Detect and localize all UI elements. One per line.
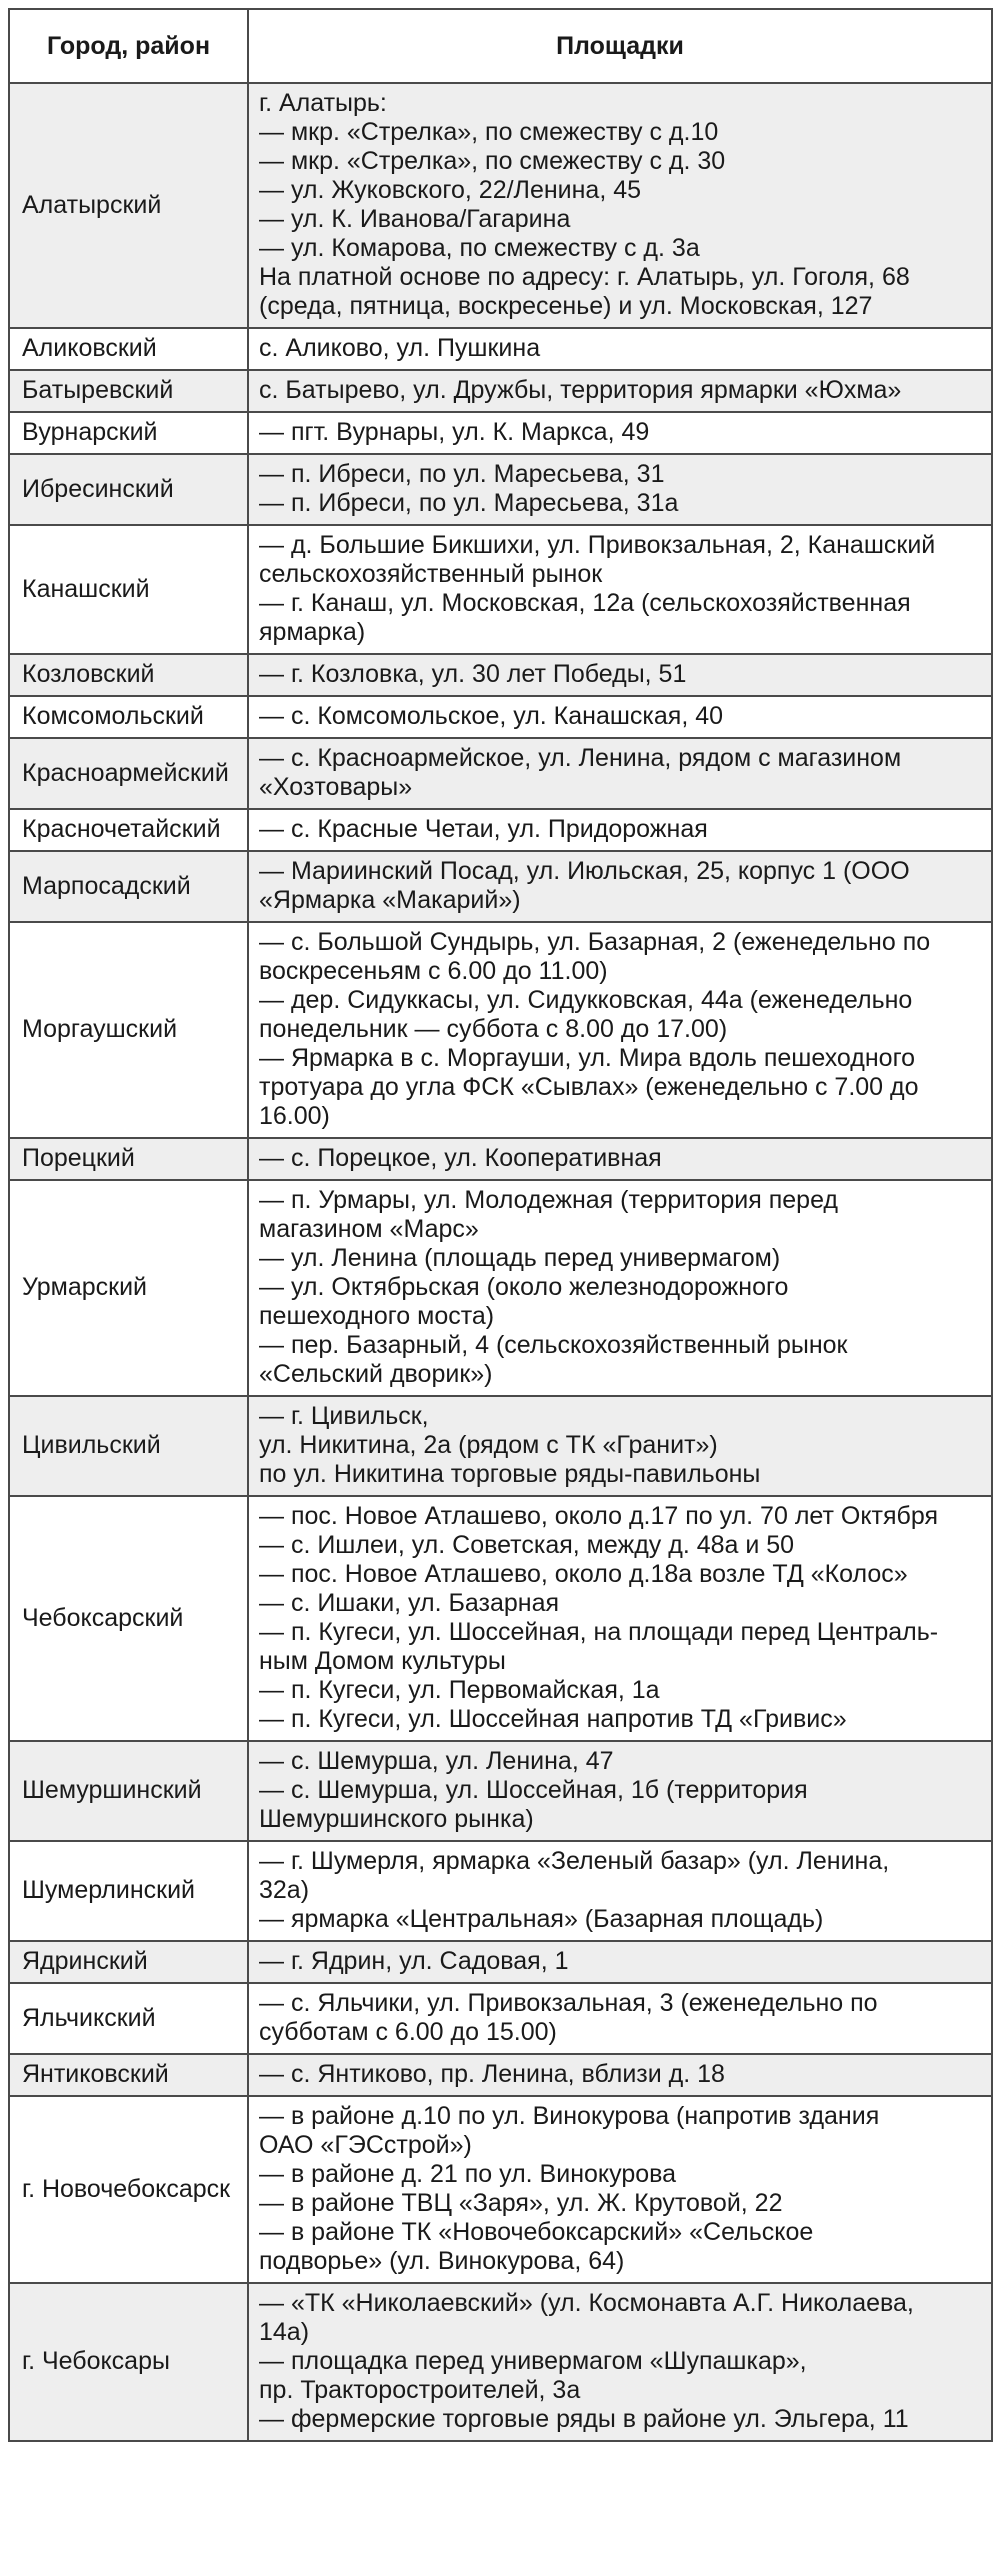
district-cell: Вурнарский [9, 412, 248, 454]
site-line: сельскохозяйственный рынок [259, 560, 603, 588]
site-line: — п. Кугеси, ул. Первомайская, 1а [259, 1676, 660, 1704]
sites-cell [248, 328, 992, 370]
district-cell: Алатырский [9, 83, 248, 328]
site-line: — ул. Комарова, по смежеству с д. 3а [259, 234, 700, 262]
sites-cell [248, 2283, 992, 2441]
site-line: — мкр. «Стрелка», по смежеству с д. 30 [259, 147, 726, 175]
site-line: пешеходного моста) [259, 1302, 495, 1330]
site-line: — с. Комсомольское, ул. Канашская, 40 [259, 702, 724, 730]
site-line: На платной основе по адресу: г. Алатырь, ул. Гоголя, 68 [259, 263, 910, 291]
site-line: — в районе д. 21 по ул. Винокурова [259, 2160, 677, 2188]
site-line: — г. Цивильск, [259, 1402, 429, 1430]
table-row [9, 454, 992, 525]
site-line: — фермерские торговые ряды в районе ул. Эльгера, 11 [259, 2405, 909, 2433]
table-row [9, 1983, 992, 2054]
table-row [9, 738, 992, 809]
site-line: пр. Тракторостроителей, 3а [259, 2376, 581, 2404]
site-line: «Сельский дворик») [259, 1360, 493, 1388]
table-row [9, 696, 992, 738]
site-line: магазином «Марс» [259, 1215, 479, 1243]
sites-cell [248, 696, 992, 738]
site-line: понедельник — суббота с 8.00 до 17.00) [259, 1015, 728, 1043]
site-line: — в районе ТВЦ «Заря», ул. Ж. Крутовой, 22 [259, 2189, 783, 2217]
district-cell: Моргаушский [9, 922, 248, 1138]
sites-cell [248, 525, 992, 654]
district-cell: Красноармейский [9, 738, 248, 809]
site-line: — с. Красные Четаи, ул. Придорожная [259, 815, 708, 843]
table-row [9, 83, 992, 328]
district-cell: Канашский [9, 525, 248, 654]
header-sites: Площадки [248, 9, 992, 83]
sites-cell [248, 2054, 992, 2096]
site-line: — ул. К. Иванова/Гагарина [259, 205, 571, 233]
site-line: — Мариинский Посад, ул. Июльская, 25, корпус 1 (ООО [259, 857, 910, 885]
site-line: по ул. Никитина торговые ряды-павильоны [259, 1460, 761, 1488]
table-row [9, 1496, 992, 1741]
table-row [9, 412, 992, 454]
site-line: — п. Ибреси, по ул. Маресьева, 31а [259, 489, 679, 517]
table-row [9, 1841, 992, 1941]
sites-cell [248, 83, 992, 328]
district-cell: Аликовский [9, 328, 248, 370]
site-line: — г. Козловка, ул. 30 лет Победы, 51 [259, 660, 687, 688]
site-line: с. Аликово, ул. Пушкина [259, 334, 541, 362]
sites-cell [248, 370, 992, 412]
site-line: — в районе ТК «Новочебоксарский» «Сельское [259, 2218, 814, 2246]
sites-cell [248, 1741, 992, 1841]
site-line: — пгт. Вурнары, ул. К. Маркса, 49 [259, 418, 650, 446]
site-line: 14а) [259, 2318, 310, 2346]
site-line: (среда, пятница, воскресенье) и ул. Московская, 127 [259, 292, 873, 320]
table-row [9, 851, 992, 922]
sites-cell [248, 2096, 992, 2283]
district-cell: Красночетайский [9, 809, 248, 851]
site-line: — г. Канаш, ул. Московская, 12а (сельскохозяйственная [259, 589, 911, 617]
district-cell: Урмарский [9, 1180, 248, 1396]
site-line: — п. Урмары, ул. Молодежная (территория перед [259, 1186, 839, 1214]
table-row [9, 1396, 992, 1496]
site-line: — Ярмарка в с. Моргауши, ул. Мира вдоль пешеходного [259, 1044, 916, 1072]
site-line: 16.00) [259, 1102, 330, 1130]
site-line: с. Батырево, ул. Дружбы, территория ярмарки «Юхма» [259, 376, 902, 404]
sites-cell [248, 412, 992, 454]
site-line: — с. Яльчики, ул. Привокзальная, 3 (еженедельно по [259, 1989, 878, 2017]
sites-cell [248, 1983, 992, 2054]
sites-cell [248, 1841, 992, 1941]
site-line: — г. Шумерля, ярмарка «Зеленый базар» (ул. Ленина, [259, 1847, 890, 1875]
table-row [9, 922, 992, 1138]
site-line: г. Алатырь: [259, 89, 387, 117]
district-cell: Яльчикский [9, 1983, 248, 2054]
sites-cell [248, 851, 992, 922]
site-line: — пер. Базарный, 4 (сельскохозяйственный рынок [259, 1331, 848, 1359]
table-row [9, 525, 992, 654]
district-cell: г. Чебоксары [9, 2283, 248, 2441]
site-line: — с. Порецкое, ул. Кооперативная [259, 1144, 662, 1172]
district-cell: Ибресинский [9, 454, 248, 525]
site-line: субботам с 6.00 до 15.00) [259, 2018, 557, 2046]
site-line: ул. Никитина, 2а (рядом с ТК «Гранит») [259, 1431, 718, 1459]
table-row [9, 809, 992, 851]
sites-cell [248, 809, 992, 851]
table-header-row [9, 9, 992, 83]
district-cell: Чебоксарский [9, 1496, 248, 1741]
site-line: «Хозтовары» [259, 773, 413, 801]
table-row [9, 328, 992, 370]
table-row [9, 2096, 992, 2283]
site-line: — «ТК «Николаевский» (ул. Космонавта А.Г. Николаева, [259, 2289, 914, 2317]
district-cell: Шумерлинский [9, 1841, 248, 1941]
site-line: — с. Ишаки, ул. Базарная [259, 1589, 560, 1617]
sites-cell [248, 454, 992, 525]
site-line: ным Домом культуры [259, 1647, 506, 1675]
table-body [9, 83, 992, 2441]
site-line: — ул. Октябрьская (около железнодорожного [259, 1273, 789, 1301]
site-line: — с. Ишлеи, ул. Советская, между д. 48а и 50 [259, 1531, 795, 1559]
site-line: — с. Большой Сундырь, ул. Базарная, 2 (еженедельно по [259, 928, 931, 956]
sites-cell [248, 1138, 992, 1180]
site-line: подворье» (ул. Винокурова, 64) [259, 2247, 625, 2275]
table-row [9, 1138, 992, 1180]
site-line: «Ярмарка «Макарий») [259, 886, 521, 914]
site-line: — с. Янтиково, пр. Ленина, вблизи д. 18 [259, 2060, 725, 2088]
district-cell: Марпосадский [9, 851, 248, 922]
district-cell: Батыревский [9, 370, 248, 412]
table-row [9, 1941, 992, 1983]
site-line: — ул. Ленина (площадь перед универмагом) [259, 1244, 781, 1272]
table-row [9, 2054, 992, 2096]
site-line: — площадка перед универмагом «Шупашкар», [259, 2347, 807, 2375]
table-row [9, 370, 992, 412]
site-line: — пос. Новое Атлашево, около д.17 по ул. 70 лет Октября [259, 1502, 939, 1530]
table-row [9, 2283, 992, 2441]
sites-cell [248, 1496, 992, 1741]
table-row [9, 1180, 992, 1396]
sites-cell [248, 1396, 992, 1496]
district-cell: г. Новочебоксарск [9, 2096, 248, 2283]
district-cell: Цивильский [9, 1396, 248, 1496]
site-line: — с. Красноармейское, ул. Ленина, рядом с магазином [259, 744, 902, 772]
table-row [9, 1741, 992, 1841]
site-line: — в районе д.10 по ул. Винокурова (напротив здания [259, 2102, 880, 2130]
site-line: — п. Кугеси, ул. Шоссейная напротив ТД «Гривис» [259, 1705, 847, 1733]
district-cell: Порецкий [9, 1138, 248, 1180]
district-cell: Козловский [9, 654, 248, 696]
site-line: — ул. Жуковского, 22/Ленина, 45 [259, 176, 642, 204]
site-line: ярмарка) [259, 618, 366, 646]
district-cell: Комсомольский [9, 696, 248, 738]
site-line: — ярмарка «Центральная» (Базарная площадь) [259, 1905, 824, 1933]
markets-table [8, 8, 993, 2442]
district-cell: Шемуршинский [9, 1741, 248, 1841]
sites-cell [248, 922, 992, 1138]
site-line: Шемуршинского рынка) [259, 1805, 534, 1833]
site-line: — п. Кугеси, ул. Шоссейная, на площади перед Централь- [259, 1618, 939, 1646]
district-cell: Ядринский [9, 1941, 248, 1983]
district-cell: Янтиковский [9, 2054, 248, 2096]
sites-cell [248, 1180, 992, 1396]
site-line: ОАО «ГЭСстрой») [259, 2131, 472, 2159]
site-line: — п. Ибреси, по ул. Маресьева, 31 [259, 460, 665, 488]
site-line: — дер. Сидуккасы, ул. Сидукковская, 44а (еженедельно [259, 986, 913, 1014]
site-line: — с. Шемурша, ул. Шоссейная, 1б (территория [259, 1776, 808, 1804]
sites-cell [248, 738, 992, 809]
site-line: воскресеньям с 6.00 до 11.00) [259, 957, 608, 985]
site-line: — пос. Новое Атлашево, около д.18а возле ТД «Колос» [259, 1560, 908, 1588]
site-line: — д. Большие Бикшихи, ул. Привокзальная, 2, Канашский [259, 531, 936, 559]
site-line: — г. Ядрин, ул. Садовая, 1 [259, 1947, 569, 1975]
site-line: — мкр. «Стрелка», по смежеству с д.10 [259, 118, 719, 146]
site-line: — с. Шемурша, ул. Ленина, 47 [259, 1747, 614, 1775]
sites-cell [248, 654, 992, 696]
header-district: Город, район [9, 9, 248, 83]
table-row [9, 654, 992, 696]
sites-cell [248, 1941, 992, 1983]
site-line: 32а) [259, 1876, 310, 1904]
site-line: тротуара до угла ФСК «Сывлах» (еженедельно с 7.00 до [259, 1073, 919, 1101]
